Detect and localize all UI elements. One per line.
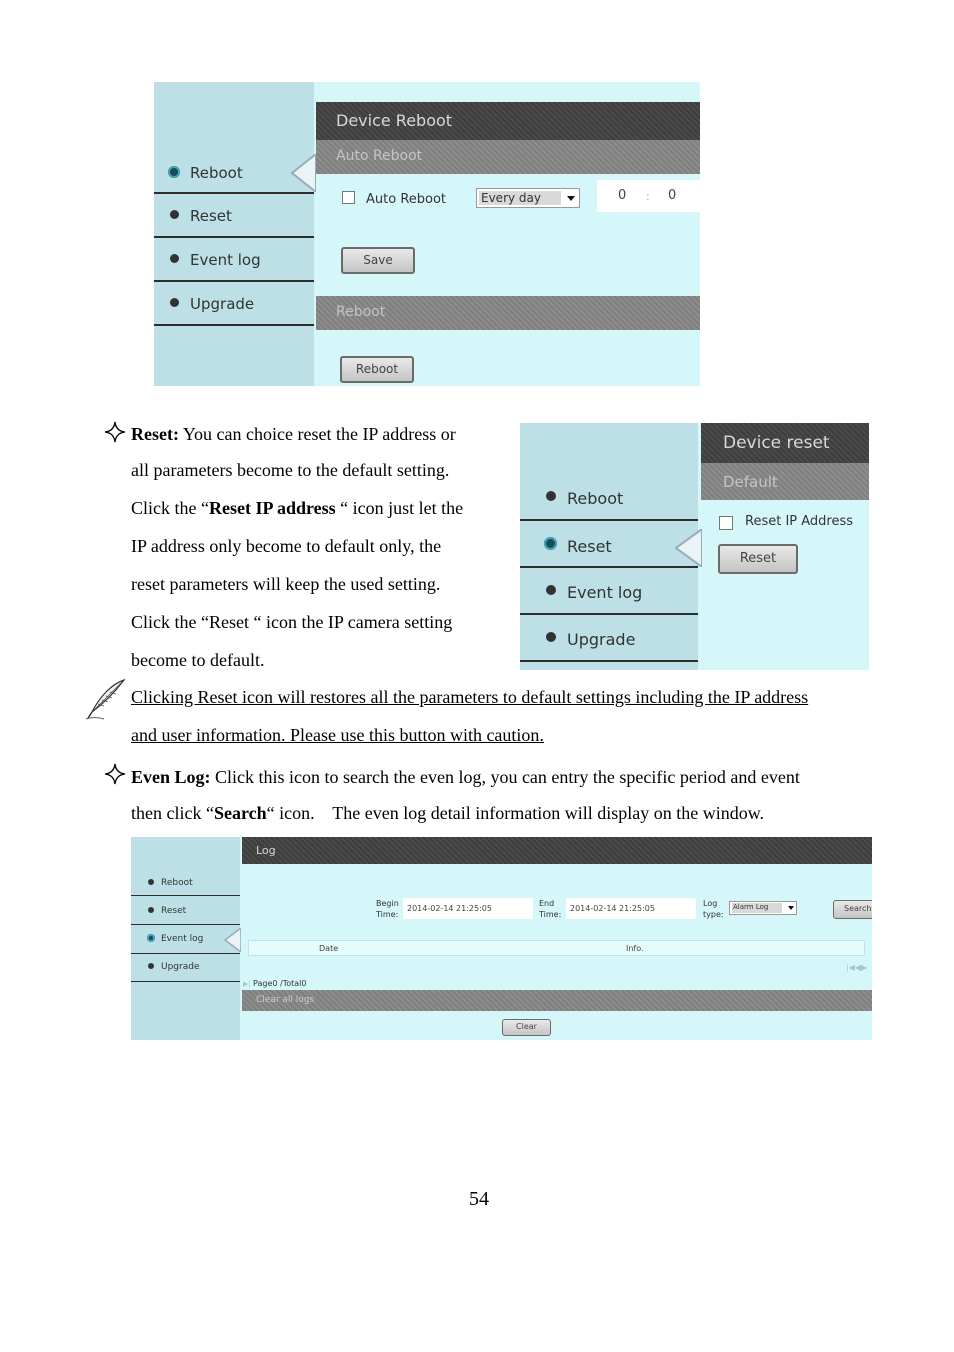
active-dot-icon — [544, 537, 557, 550]
sidebar-item-label: Upgrade — [190, 295, 255, 313]
section-reboot: Reboot — [316, 296, 700, 330]
page-title: Device reset — [701, 423, 869, 463]
reset-paragraph-line-5: reset parameters will keep the used setting. — [131, 574, 441, 594]
bullet-dot-icon — [546, 585, 556, 595]
sidebar-item-upgrade[interactable] — [131, 957, 240, 979]
bullet-dot-icon — [170, 298, 179, 307]
chevron-down-icon — [567, 196, 575, 201]
divider — [131, 953, 240, 954]
chevron-down-icon — [788, 906, 794, 910]
reset-ip-label: Reset IP Address — [745, 514, 854, 529]
schedule-select[interactable]: Every day — [476, 188, 580, 208]
sidebar-item-label: Event log — [190, 251, 261, 269]
divider — [154, 280, 314, 282]
auto-reboot-checkbox[interactable] — [342, 191, 355, 204]
divider — [154, 192, 314, 194]
page-title: Device Reboot — [316, 102, 700, 140]
sidebar-item-label: Event log — [567, 583, 643, 602]
divider — [520, 613, 698, 615]
auto-reboot-label: Auto Reboot — [366, 192, 447, 207]
sidebar-item-event-log[interactable] — [520, 574, 698, 614]
reset-paragraph-line-4: IP address only become to default only, the — [131, 536, 442, 556]
caution-note-line-1: Clicking Reset icon will restores all the parameters to default settings including the IP address — [131, 687, 809, 707]
minute-value: 0 — [668, 188, 677, 203]
section-auto-reboot: Auto Reboot — [316, 140, 700, 174]
divider — [131, 895, 240, 896]
sidebar-item-reboot[interactable] — [131, 873, 240, 895]
sidebar-item-reset[interactable] — [131, 901, 240, 923]
sidebar-item-label: Reboot — [161, 878, 193, 888]
reset-panel-screenshot — [520, 423, 869, 670]
hour-value: 0 — [618, 188, 627, 203]
active-arrow-icon — [668, 529, 702, 567]
feather-pen-icon — [84, 678, 128, 722]
end-time-label: End Time: — [539, 899, 562, 919]
reset-paragraph-line-7: become to default. — [131, 650, 265, 670]
divider — [131, 981, 240, 982]
log-table-header — [248, 940, 865, 956]
divider — [520, 660, 698, 662]
column-header-date: Date — [319, 944, 339, 953]
star-bullet-icon — [104, 421, 126, 443]
reboot-panel-screenshot — [154, 82, 700, 386]
bullet-dot-icon — [148, 907, 154, 913]
divider — [154, 324, 314, 326]
clear-button[interactable]: Clear — [502, 1019, 551, 1036]
sidebar-item-event-log[interactable] — [154, 244, 314, 280]
divider — [520, 519, 698, 521]
sidebar-item-label: Upgrade — [567, 630, 636, 649]
sidebar-item-label: Reset — [190, 207, 232, 225]
column-header-info: Info. — [626, 944, 644, 953]
star-bullet-icon — [104, 763, 126, 785]
begin-time-label: Begin Time: — [376, 899, 399, 919]
begin-time-input[interactable]: 2014-02-14 21:25:05 — [403, 898, 533, 919]
event-log-paragraph-line-2: then click “Search“ icon. The even log detail information will display on the window. — [131, 803, 765, 823]
bullet-dot-icon — [546, 632, 556, 642]
reset-ip-checkbox[interactable] — [719, 516, 733, 530]
save-button[interactable]: Save — [341, 247, 415, 274]
reset-paragraph-line-6: Click the “Reset “ icon the IP camera setting — [131, 612, 453, 632]
active-dot-icon — [147, 934, 155, 942]
sidebar-item-label: Reset — [161, 906, 187, 916]
divider — [154, 236, 314, 238]
bullet-dot-icon — [170, 210, 179, 219]
active-dot-icon — [168, 166, 180, 178]
end-time-input[interactable]: 2014-02-14 21:25:05 — [566, 898, 696, 919]
event-log-paragraph-line-1: Even Log: Click this icon to search the even log, you can entry the specific period and event — [131, 767, 800, 787]
reset-paragraph-line-2: all parameters become to the default setting. — [131, 460, 450, 480]
search-button[interactable]: Search — [833, 900, 872, 919]
time-separator: : — [646, 190, 650, 203]
section-clear-all-logs: Clear all logs — [242, 990, 872, 1011]
page-number: 54 — [469, 1188, 489, 1210]
bullet-dot-icon — [148, 879, 154, 885]
time-input[interactable] — [597, 180, 700, 212]
sidebar-item-label: Reboot — [567, 489, 624, 508]
pager-text: Page0 /Total0 — [253, 979, 307, 988]
reset-paragraph-line-3: Click the “Reset IP address “ icon just let the — [131, 498, 464, 518]
reset-paragraph-line-1: Reset: You can choice reset the IP address or — [131, 424, 456, 444]
pager-nav-icon[interactable]: |◀◀▶ — [846, 963, 868, 972]
sidebar-item-reset[interactable] — [154, 200, 314, 236]
sidebar-item-label: Event log — [161, 934, 204, 944]
active-arrow-icon — [221, 928, 241, 952]
reset-button[interactable]: Reset — [718, 544, 798, 574]
log-type-select[interactable]: Alarm Log — [729, 901, 797, 915]
sidebar-item-upgrade[interactable] — [520, 621, 698, 661]
active-arrow-icon — [284, 154, 316, 192]
sidebar-item-upgrade[interactable] — [154, 288, 314, 324]
divider — [131, 924, 240, 925]
bullet-dot-icon — [546, 491, 556, 501]
reboot-button[interactable]: Reboot — [340, 356, 414, 383]
sidebar-item-reboot[interactable] — [520, 479, 698, 519]
log-panel-screenshot — [131, 837, 872, 1040]
sidebar-item-label: Upgrade — [161, 962, 200, 972]
section-default: Default — [701, 463, 869, 500]
sidebar-item-label: Reboot — [190, 164, 243, 182]
pager-prev-icon[interactable]: ▶| — [243, 980, 251, 988]
log-type-label: Log type: — [703, 899, 724, 919]
page-title: Log — [242, 837, 872, 864]
bullet-dot-icon — [170, 254, 179, 263]
caution-note-line-2: and user information. Please use this button with caution. — [131, 725, 544, 745]
sidebar-item-label: Reset — [567, 537, 612, 556]
bullet-dot-icon — [148, 963, 154, 969]
